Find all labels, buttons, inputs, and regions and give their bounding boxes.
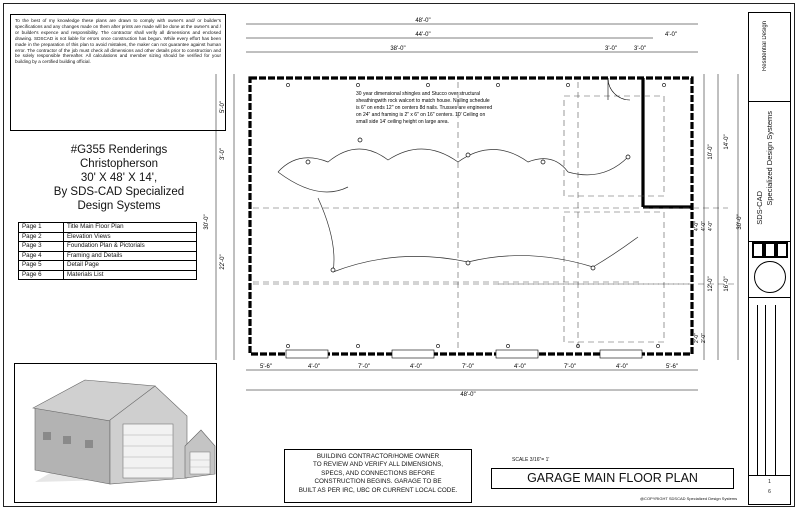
page-number-cell: Page 3: [19, 242, 64, 252]
dim-right-4: 16'-0": [724, 276, 730, 292]
page-number: 1: [768, 479, 771, 485]
plan-note-line-1: 30 year dimensional shingles and Stucco over structural: [356, 91, 480, 97]
dim-small-4: 2'-0": [694, 333, 700, 343]
garage-floor-plan: [198, 12, 743, 402]
residential-label: Residential Design: [762, 21, 768, 72]
dim-bottom-6: 4'-0": [514, 364, 526, 370]
table-row: [19, 223, 197, 233]
strip-section: [749, 13, 790, 102]
page-title-cell: Framing and Details: [64, 251, 197, 261]
building-size: 30' X 48' X 14',: [80, 172, 158, 184]
dim-right-3: 12'-0": [708, 276, 714, 292]
page-title-cell: Materials List: [64, 270, 197, 280]
table-row: [19, 270, 197, 280]
plan-title: GARAGE MAIN FLOOR PLAN: [491, 468, 734, 489]
page-number-cell: Page 6: [19, 270, 64, 280]
garage-rendering: [14, 363, 217, 503]
company-subtitle: Specialized Design Systems: [765, 111, 774, 206]
dim-small-5: 2'-0": [701, 333, 707, 343]
dim-top-3: 38'-0": [390, 46, 406, 52]
north-circle-icon: [754, 261, 786, 293]
notice-line: TO REVIEW AND VERIFY ALL DIMENSIONS,: [312, 461, 444, 469]
table-row: [19, 232, 197, 242]
dim-right-overall: 30'-0": [737, 214, 743, 230]
dim-overall-bottom: 48'-0": [460, 392, 476, 398]
dim-bottom-9: 5'-6": [666, 364, 678, 370]
dim-bottom-2: 4'-0": [308, 364, 320, 370]
dim-top-2: 44'-0": [415, 32, 431, 38]
plan-note-line-2: sheathingwith rock walcort to match house. Nailing schedule: [356, 98, 490, 104]
dim-bottom-8: 4'-0": [616, 364, 628, 370]
title-strip: [748, 12, 791, 505]
sds-logo-icon: [751, 241, 789, 259]
dim-left-overall: 30'-0": [204, 214, 210, 230]
copyright-note: @COPYRIGHT SDSCAD Specialized Design Systems: [640, 496, 738, 501]
dim-small-2: 4'-0": [701, 221, 707, 231]
page-number-cell: Page 2: [19, 232, 64, 242]
notice-line: CONSTRUCTION BEGINS. GARAGE TO BE: [314, 478, 442, 486]
title-block: [12, 143, 226, 213]
page-title-cell: Detail Page: [64, 261, 197, 271]
dim-left-2: 3'-0": [220, 148, 226, 160]
dim-left-3: 22'-0": [220, 254, 226, 270]
company-name: SDS-CAD: [755, 191, 764, 225]
plan-note-line-3: is 6" on ends 12" on centers 8d nails. Trusses are engineered: [356, 105, 493, 111]
table-row: [19, 251, 197, 261]
dim-bottom-4: 4'-0": [410, 364, 422, 370]
dim-bottom-3: 7'-0": [358, 364, 370, 370]
dim-right-1: 10'-0": [708, 144, 714, 160]
verification-notice: [284, 449, 472, 503]
dim-bottom-1: 5'-6": [260, 364, 272, 370]
plan-note-line-5: small side 14' ceiling height on large area.: [356, 119, 449, 125]
page-number-cell: Page 5: [19, 261, 64, 271]
client-name: Christopherson: [80, 158, 158, 170]
page-title-cell: Foundation Plan & Pictorials: [64, 242, 197, 252]
scale-label: SCALE 3/16"= 1': [512, 457, 550, 463]
author-line: By SDS-CAD Specialized: [53, 186, 185, 198]
notice-line: BUILDING CONTRACTOR/HOME OWNER: [316, 453, 440, 460]
table-row: [19, 261, 197, 271]
garage-rendering-illustration: [15, 364, 217, 503]
dim-overall-width: 48'-0": [415, 18, 431, 24]
table-row: [19, 242, 197, 252]
page-title-cell: Title Main Floor Plan: [64, 223, 197, 233]
dim-bottom-7: 7'-0": [564, 364, 576, 370]
dim-top-4: 3'-0": [605, 46, 617, 52]
disclaimer-box: To the best of my knowledge these plans are drawn to comply with owner's and/ or builder's specifications and any changes made on them after prints are made will be done at the owner's and / or builder's expence and responsibility. The contractor shall verify all dimensions and enclosed drawing. SDSCAD is not liable for errors once construction has begun. While every effort has been made in the preparation of this plan to avoid mistakes, the maker can not guarantee against human error. The contractor of the job must check all dimensions and other details prior to construction and be solely responsible thereafter. All calculations and member sizing should be verified for your building by a certified building official.: [10, 14, 226, 131]
dim-top-6: 4'-0": [665, 32, 677, 38]
dim-small-3: 4'-0": [708, 221, 714, 231]
plan-number: #G355 Renderings: [70, 144, 168, 156]
dim-left-1: 5'-0": [220, 101, 226, 113]
dim-top-5: 3'-0": [634, 46, 646, 52]
dim-bottom-5: 7'-0": [462, 364, 474, 370]
page-number-cell: Page 4: [19, 251, 64, 261]
dim-small-1: 4'-0": [694, 221, 700, 231]
page-number-cell: Page 1: [19, 223, 64, 233]
plan-note-line-4: on 24" and framing is 2" x 6" on 16" centers. 10' Ceiling on: [356, 112, 486, 118]
dim-right-2: 14'-0": [724, 134, 730, 150]
author-line-2: Design Systems: [77, 200, 161, 212]
page-total: 6: [768, 489, 771, 495]
notice-line: BUILT AS PER IRC, UBC OR CURRENT LOCAL CODE.: [298, 486, 458, 494]
page-index-table: [18, 222, 197, 280]
notice-line: SPECS, AND CONNECTIONS BEFORE: [321, 469, 435, 477]
page-title-cell: Elevation Views: [64, 232, 197, 242]
